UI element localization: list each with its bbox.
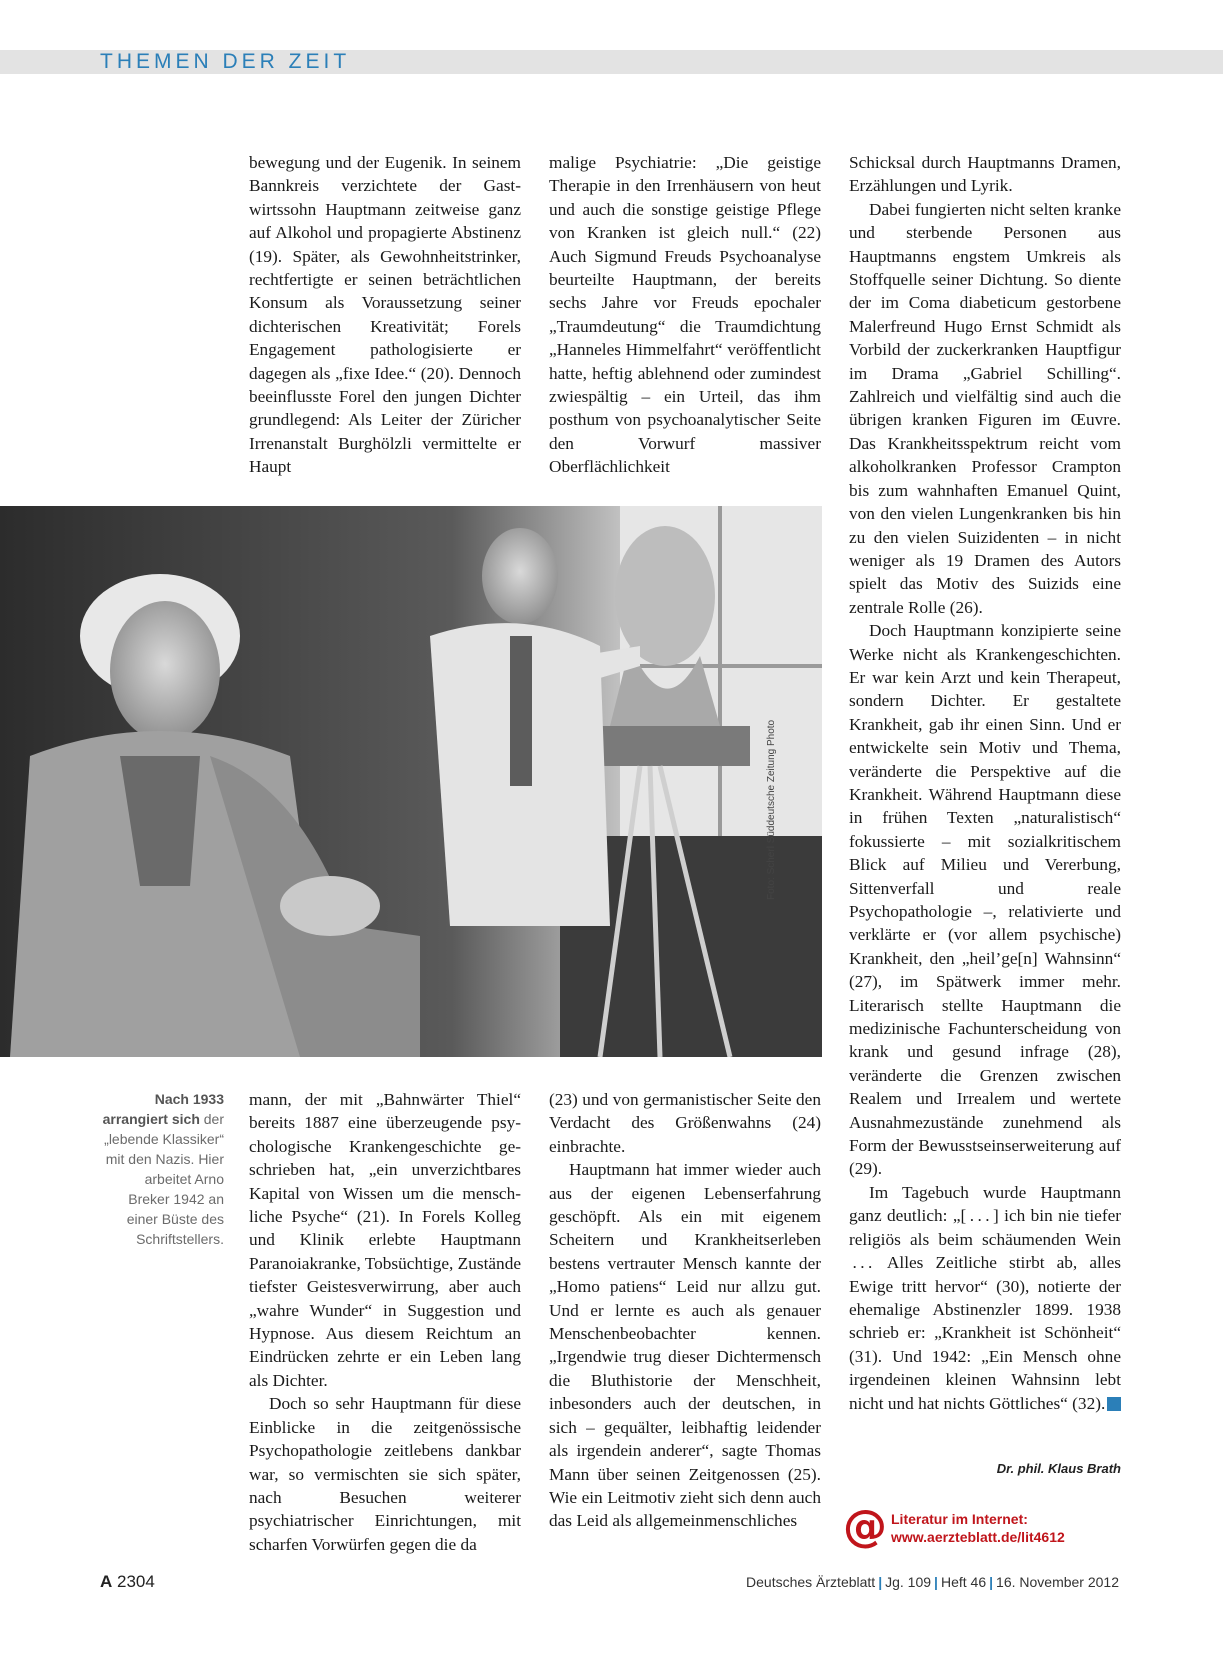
caption-lead: Nach 1933 arrangiert sich (102, 1091, 224, 1127)
at-sign-icon: @ (843, 1501, 887, 1552)
paragraph: mann, der mit „Bahnwärter Thiel“ bereits 1887 eine überzeugende psychologische Krankengeschichte geschrieben hat, „ein unverzichtbares Kapital von Wissen um die menschliche Psyche“ (21). In Forels Kolleg und Klinik erlebte Hauptmann Paranoiakranke, Tobsüchtige, Zustände tiefster Geistesverwirrung, aber auch „wahre Wunder“ in Suggestion und Hypnose. Aus diesem Reichtum an Eindrücken zehrte er ein Leben lang als Dichter. (249, 1090, 522, 1390)
paragraph: malige Psychiatrie: „Die geistige Therapie in den Irrenhäusern von heut und auch die sonstige geistige Pflege von Kranken ist gleich null.“ (22) Auch Sigmund Freuds Psychoanalyse beurteilte Hauptmann, der bereits sechs Jahre vor Freuds epochaler „Traumdeutung“ die Traumdichtung „Hanneles Himmelfahrt“ veröffentlicht hatte, heftig ablehnend oder zumindest zwiespältig – ein Urteil, das ihm posthum von psychoanalytischer Seite den Vorwurf massiver Oberflächlichkeit (549, 153, 821, 477)
author-name: Dr. phil. Klaus Brath (996, 1461, 1121, 1476)
page-prefix: A (100, 1572, 113, 1591)
paragraph-text: Im Tagebuch wurde Hauptmann ganz deutlich: „[ . . . ] ich bin nie tiefer religiös als beim schäumenden Wein . . . Alles Zeitliche stirbt ab, alles Ewige tritt hervor“ (30), notierte der ehemalige Abstinenzler 1899. 1938 schrieb er: „Krankheit ist Schönheit“ (31). Und 1942: „Ein Mensch ohne irgendeinen kleinen Wahnsinn lebt nicht und hat nichts Göttliches“ (32). (849, 1182, 1121, 1413)
caption-text: der „lebende Klassiker“ mit den Nazis. Hier arbeitet Arno Breker 1942 an einer Büste des Schriftstellers. (104, 1111, 224, 1247)
article-end-square (1107, 1397, 1121, 1411)
paragraph (849, 1181, 1121, 1415)
journal-name: Deutsches Ärzteblatt (746, 1574, 876, 1590)
literature-url-link[interactable]: www.aerzteblatt.de/lit4612 (891, 1529, 1065, 1545)
photo-credit: Foto: Scherl Süddeutsche Zeitung Photo (766, 719, 777, 900)
journal-date: 16. November 2012 (996, 1574, 1119, 1590)
photo-illustration (0, 506, 822, 1057)
literature-label: Literatur im Internet: (891, 1511, 1028, 1527)
paragraph: bewegung und der Eugenik. In seinem Bannkreis verzichtete der Gastwirtssohn Hauptmann zeitweise ganz auf Alkohol und propagierte Abstinenz (19). Später, als Gewohnheitstrinker, rechtfertigte er seinen beträchtlichen Konsum als Voraussetzung seiner dichterischen Kreativität; Forels Engagement pathologisierte er dagegen als „fixe Idee.“ (20). Dennoch beeinflusste Forel den jungen Dichter grundlegend: Als Leiter der Züricher Irrenanstalt Burghölzli vermittelte er Haupt (249, 153, 521, 477)
journal-issue: Heft 46 (940, 1574, 987, 1590)
paragraph: (23) und von germanistischer Seite den Verdacht des Größenwahns (24) einbrachte. (549, 1090, 821, 1156)
separator: | (934, 1574, 938, 1590)
page-number (100, 1572, 155, 1592)
column-1-top (249, 151, 521, 479)
literature-link-block[interactable] (843, 1501, 1123, 1556)
column-3 (849, 151, 1121, 1415)
page-footer (0, 1572, 1223, 1596)
photo-caption (100, 1089, 224, 1249)
journal-volume: Jg. 109 (885, 1574, 932, 1590)
paragraph: Schicksal durch Hauptmanns Dramen, Erzählungen und Lyrik. (849, 153, 1121, 196)
paragraph: Dabei fungierten nicht selten kranke und sterbende Personen aus Hauptmanns engstem Umkreis als Stoffquelle seiner Dichtung. So diente der im Coma diabeticum gestorbene Malerfreund Hugo Ernst Schmidt als Vorbild der zuckerkranken Hauptfigur im Drama „Gabriel Schilling“. Zahlreich und vielfältig sind auch die übrigen kranken Figuren im Œuvre. Das Krankheitsspektrum reicht vom alkoholkranken Professor Crampton bis zum wahnhaften Emanuel Quint, von den vielen Lungenkranken bis hin zu den vielen Suizidenten – in nicht weniger als 19 Dramen des Autors spielt das Motiv des Suizids eine zentrale Rolle (26). (849, 199, 1121, 617)
article-photo (0, 506, 822, 1057)
page-number-value: 2304 (117, 1572, 155, 1591)
separator: | (878, 1574, 883, 1590)
column-2-top (549, 151, 821, 479)
section-title: THEMEN DER ZEIT (100, 50, 351, 73)
paragraph: Doch so sehr Hauptmann für diese Einblicke in die zeitgenössische Psychopathologie zeitlebens dankbar war, so vermischten sie sich später, nach Besuchen weiterer psychiatrischer Einrichtungen, mit scharfen Vorwürfen gegen die da (249, 1394, 521, 1554)
column-2-bottom (549, 1088, 821, 1533)
column-1-bottom (249, 1088, 521, 1556)
separator: | (989, 1574, 994, 1590)
footer-info (746, 1574, 1119, 1590)
paragraph: Doch Hauptmann konzipierte seine Werke nicht als Krankengeschichten. Er war kein Arzt und kein Therapeut, sondern Dichter. Er gestaltete Krankheit, gab ihr einen Sinn. Und er entwickelte sein Motiv und Thema, veränderte die Perspektive auf die Krankheit. Während Hauptmann diese in frühen Texten „naturalistisch“ fokussierte – mit sozialkritischem Blick auf Milieu und Vererbung, Sittenverfall und reale Psychopathologie –, relativierte und verklärte er (vor allem psychische) Krankheit, den „heil’ge[n] Wahnsinn“ (27), im Spätwerk immer mehr. Literarisch stellte Hauptmann die medizinische Fachunterscheidung von krank und gesund infrage (28), veränderte die Grenzen zwischen Realem und Irrealem und wertete Ausnahmezustände zunehmend als Form der Bewusstseinserweiterung auf (29). (849, 621, 1121, 1179)
paragraph: Hauptmann hat immer wieder auch aus der eigenen Lebenserfahrung geschöpft. Als ein mit eigenem Scheitern und Krankheitserleben bestens vertrauter Mensch kannte der „Homo patiens“ Leid nur allzu gut. Und er lernte es auch als genauer Menschenbeobachter kennen. „Irgendwie trug dieser Dichtermensch die Bluthistorie der Menschheit, inbesonders auch der deutschen, in sich – gequälter, leibhaftig leidender als irgendein anderer“, sagte Thomas Mann über seinen Zeitgenossen (25). Wie ein Leitmotiv zieht sich denn auch das Leid als allgemeinmenschliches (549, 1160, 821, 1531)
